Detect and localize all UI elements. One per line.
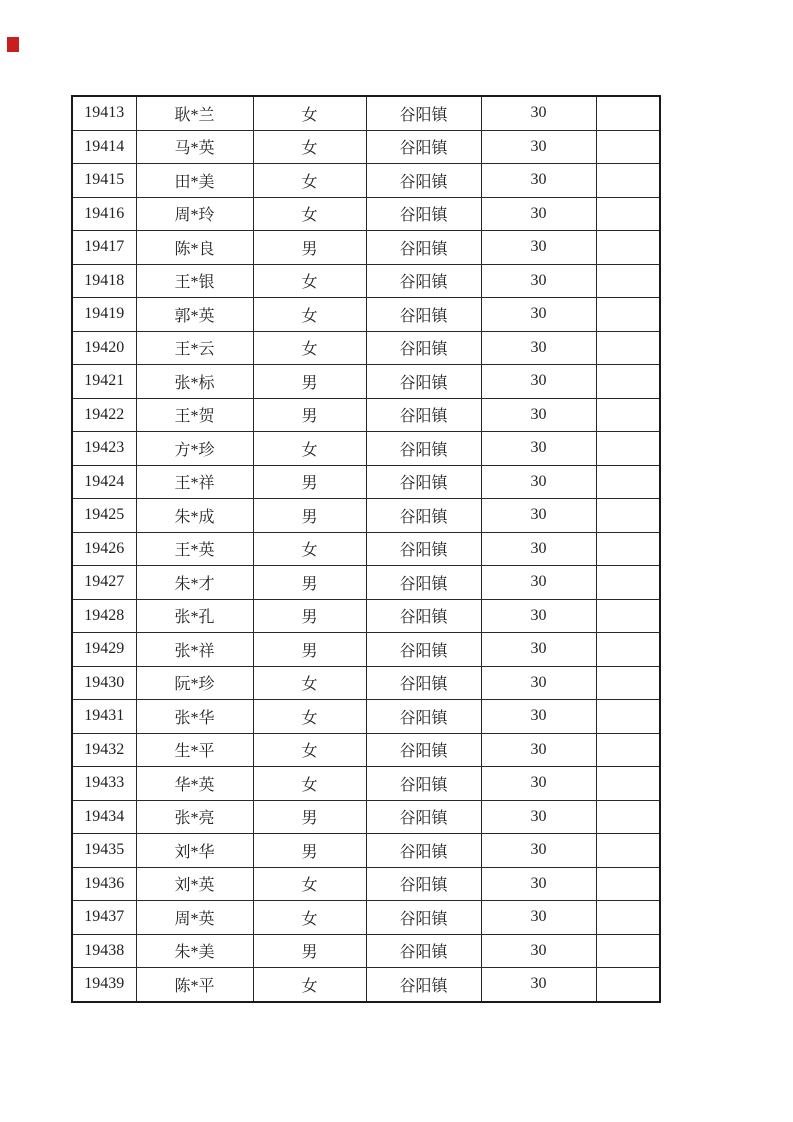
table-row bbox=[72, 197, 660, 231]
cell-blank bbox=[596, 733, 660, 767]
roster-table bbox=[71, 95, 661, 1003]
table-row bbox=[72, 164, 660, 198]
cell-id: 19415 bbox=[72, 164, 136, 198]
cell-count: 30 bbox=[481, 465, 596, 499]
cell-id: 19435 bbox=[72, 834, 136, 868]
cell-id: 19438 bbox=[72, 934, 136, 968]
cell-blank bbox=[596, 465, 660, 499]
table-row bbox=[72, 934, 660, 968]
table-row bbox=[72, 465, 660, 499]
cell-town: 谷阳镇 bbox=[366, 767, 481, 801]
cell-id: 19437 bbox=[72, 901, 136, 935]
cell-name: 耿*兰 bbox=[136, 96, 253, 130]
cell-town: 谷阳镇 bbox=[366, 465, 481, 499]
table-row bbox=[72, 566, 660, 600]
cell-blank bbox=[596, 666, 660, 700]
cell-town: 谷阳镇 bbox=[366, 934, 481, 968]
red-page-marker bbox=[7, 37, 19, 52]
cell-count: 30 bbox=[481, 197, 596, 231]
cell-gender: 男 bbox=[253, 599, 366, 633]
cell-blank bbox=[596, 566, 660, 600]
table-row bbox=[72, 432, 660, 466]
cell-name: 方*珍 bbox=[136, 432, 253, 466]
cell-blank bbox=[596, 633, 660, 667]
cell-count: 30 bbox=[481, 398, 596, 432]
cell-name: 朱*成 bbox=[136, 499, 253, 533]
cell-id: 19422 bbox=[72, 398, 136, 432]
cell-id: 19428 bbox=[72, 599, 136, 633]
table-row bbox=[72, 499, 660, 533]
table-row bbox=[72, 700, 660, 734]
table-row bbox=[72, 365, 660, 399]
cell-name: 王*英 bbox=[136, 532, 253, 566]
table-row bbox=[72, 331, 660, 365]
cell-blank bbox=[596, 365, 660, 399]
cell-name: 陈*平 bbox=[136, 968, 253, 1002]
cell-count: 30 bbox=[481, 599, 596, 633]
cell-gender: 男 bbox=[253, 398, 366, 432]
cell-gender: 男 bbox=[253, 800, 366, 834]
cell-gender: 男 bbox=[253, 934, 366, 968]
cell-gender: 女 bbox=[253, 197, 366, 231]
cell-name: 张*标 bbox=[136, 365, 253, 399]
cell-count: 30 bbox=[481, 365, 596, 399]
cell-id: 19420 bbox=[72, 331, 136, 365]
cell-town: 谷阳镇 bbox=[366, 130, 481, 164]
cell-name: 朱*美 bbox=[136, 934, 253, 968]
cell-town: 谷阳镇 bbox=[366, 968, 481, 1002]
cell-id: 19433 bbox=[72, 767, 136, 801]
cell-town: 谷阳镇 bbox=[366, 231, 481, 265]
cell-town: 谷阳镇 bbox=[366, 834, 481, 868]
cell-blank bbox=[596, 700, 660, 734]
cell-count: 30 bbox=[481, 733, 596, 767]
cell-blank bbox=[596, 164, 660, 198]
cell-count: 30 bbox=[481, 968, 596, 1002]
cell-gender: 男 bbox=[253, 231, 366, 265]
cell-gender: 男 bbox=[253, 633, 366, 667]
cell-name: 刘*英 bbox=[136, 867, 253, 901]
cell-gender: 女 bbox=[253, 767, 366, 801]
cell-gender: 女 bbox=[253, 298, 366, 332]
cell-name: 刘*华 bbox=[136, 834, 253, 868]
cell-name: 张*祥 bbox=[136, 633, 253, 667]
cell-id: 19424 bbox=[72, 465, 136, 499]
cell-id: 19434 bbox=[72, 800, 136, 834]
cell-gender: 女 bbox=[253, 96, 366, 130]
cell-gender: 男 bbox=[253, 834, 366, 868]
cell-blank bbox=[596, 532, 660, 566]
cell-town: 谷阳镇 bbox=[366, 800, 481, 834]
cell-id: 19427 bbox=[72, 566, 136, 600]
cell-count: 30 bbox=[481, 499, 596, 533]
table-row bbox=[72, 968, 660, 1002]
cell-id: 19417 bbox=[72, 231, 136, 265]
cell-id: 19439 bbox=[72, 968, 136, 1002]
cell-gender: 女 bbox=[253, 130, 366, 164]
cell-count: 30 bbox=[481, 331, 596, 365]
cell-id: 19416 bbox=[72, 197, 136, 231]
cell-town: 谷阳镇 bbox=[366, 666, 481, 700]
cell-town: 谷阳镇 bbox=[366, 264, 481, 298]
cell-town: 谷阳镇 bbox=[366, 566, 481, 600]
cell-name: 朱*才 bbox=[136, 566, 253, 600]
cell-name: 王*云 bbox=[136, 331, 253, 365]
cell-gender: 男 bbox=[253, 465, 366, 499]
cell-id: 19432 bbox=[72, 733, 136, 767]
cell-id: 19436 bbox=[72, 867, 136, 901]
table-row bbox=[72, 767, 660, 801]
cell-gender: 男 bbox=[253, 365, 366, 399]
cell-gender: 女 bbox=[253, 164, 366, 198]
cell-count: 30 bbox=[481, 130, 596, 164]
cell-town: 谷阳镇 bbox=[366, 633, 481, 667]
cell-name: 周*玲 bbox=[136, 197, 253, 231]
cell-blank bbox=[596, 834, 660, 868]
table-row bbox=[72, 800, 660, 834]
cell-name: 马*英 bbox=[136, 130, 253, 164]
cell-gender: 女 bbox=[253, 532, 366, 566]
cell-count: 30 bbox=[481, 164, 596, 198]
cell-town: 谷阳镇 bbox=[366, 901, 481, 935]
cell-gender: 女 bbox=[253, 432, 366, 466]
cell-id: 19423 bbox=[72, 432, 136, 466]
cell-blank bbox=[596, 130, 660, 164]
cell-count: 30 bbox=[481, 800, 596, 834]
cell-count: 30 bbox=[481, 633, 596, 667]
cell-name: 华*英 bbox=[136, 767, 253, 801]
cell-count: 30 bbox=[481, 96, 596, 130]
cell-blank bbox=[596, 767, 660, 801]
cell-town: 谷阳镇 bbox=[366, 331, 481, 365]
cell-name: 田*美 bbox=[136, 164, 253, 198]
cell-count: 30 bbox=[481, 834, 596, 868]
cell-id: 19430 bbox=[72, 666, 136, 700]
cell-id: 19418 bbox=[72, 264, 136, 298]
cell-town: 谷阳镇 bbox=[366, 164, 481, 198]
cell-town: 谷阳镇 bbox=[366, 599, 481, 633]
table-row bbox=[72, 532, 660, 566]
cell-count: 30 bbox=[481, 298, 596, 332]
cell-count: 30 bbox=[481, 264, 596, 298]
cell-blank bbox=[596, 331, 660, 365]
table-row bbox=[72, 231, 660, 265]
cell-blank bbox=[596, 599, 660, 633]
cell-gender: 女 bbox=[253, 666, 366, 700]
cell-blank bbox=[596, 901, 660, 935]
table-row bbox=[72, 298, 660, 332]
cell-blank bbox=[596, 96, 660, 130]
cell-id: 19419 bbox=[72, 298, 136, 332]
cell-count: 30 bbox=[481, 566, 596, 600]
cell-blank bbox=[596, 499, 660, 533]
table-row bbox=[72, 264, 660, 298]
cell-town: 谷阳镇 bbox=[366, 365, 481, 399]
cell-gender: 女 bbox=[253, 867, 366, 901]
cell-name: 王*银 bbox=[136, 264, 253, 298]
table-row bbox=[72, 901, 660, 935]
table-row bbox=[72, 666, 660, 700]
cell-town: 谷阳镇 bbox=[366, 298, 481, 332]
cell-blank bbox=[596, 934, 660, 968]
table-row bbox=[72, 733, 660, 767]
cell-blank bbox=[596, 264, 660, 298]
table-row bbox=[72, 398, 660, 432]
table-row bbox=[72, 867, 660, 901]
cell-name: 张*亮 bbox=[136, 800, 253, 834]
table-row bbox=[72, 633, 660, 667]
cell-count: 30 bbox=[481, 700, 596, 734]
cell-count: 30 bbox=[481, 901, 596, 935]
cell-blank bbox=[596, 867, 660, 901]
cell-name: 周*英 bbox=[136, 901, 253, 935]
cell-count: 30 bbox=[481, 767, 596, 801]
cell-gender: 女 bbox=[253, 901, 366, 935]
cell-gender: 女 bbox=[253, 733, 366, 767]
cell-gender: 女 bbox=[253, 331, 366, 365]
cell-name: 王*贺 bbox=[136, 398, 253, 432]
table-row bbox=[72, 834, 660, 868]
cell-count: 30 bbox=[481, 532, 596, 566]
cell-name: 张*孔 bbox=[136, 599, 253, 633]
cell-name: 陈*良 bbox=[136, 231, 253, 265]
cell-name: 郭*英 bbox=[136, 298, 253, 332]
cell-name: 张*华 bbox=[136, 700, 253, 734]
table-row bbox=[72, 96, 660, 130]
cell-id: 19431 bbox=[72, 700, 136, 734]
cell-gender: 女 bbox=[253, 700, 366, 734]
cell-count: 30 bbox=[481, 231, 596, 265]
cell-count: 30 bbox=[481, 867, 596, 901]
cell-name: 阮*珍 bbox=[136, 666, 253, 700]
cell-id: 19414 bbox=[72, 130, 136, 164]
cell-id: 19426 bbox=[72, 532, 136, 566]
cell-blank bbox=[596, 231, 660, 265]
cell-blank bbox=[596, 432, 660, 466]
cell-gender: 女 bbox=[253, 968, 366, 1002]
cell-town: 谷阳镇 bbox=[366, 96, 481, 130]
cell-town: 谷阳镇 bbox=[366, 867, 481, 901]
cell-name: 生*平 bbox=[136, 733, 253, 767]
cell-count: 30 bbox=[481, 432, 596, 466]
cell-id: 19421 bbox=[72, 365, 136, 399]
cell-name: 王*祥 bbox=[136, 465, 253, 499]
cell-town: 谷阳镇 bbox=[366, 398, 481, 432]
table-row bbox=[72, 599, 660, 633]
cell-count: 30 bbox=[481, 934, 596, 968]
cell-id: 19425 bbox=[72, 499, 136, 533]
cell-town: 谷阳镇 bbox=[366, 700, 481, 734]
cell-id: 19413 bbox=[72, 96, 136, 130]
cell-town: 谷阳镇 bbox=[366, 499, 481, 533]
table-row bbox=[72, 130, 660, 164]
cell-blank bbox=[596, 800, 660, 834]
cell-town: 谷阳镇 bbox=[366, 432, 481, 466]
cell-id: 19429 bbox=[72, 633, 136, 667]
cell-count: 30 bbox=[481, 666, 596, 700]
cell-town: 谷阳镇 bbox=[366, 532, 481, 566]
cell-gender: 男 bbox=[253, 499, 366, 533]
cell-blank bbox=[596, 398, 660, 432]
cell-blank bbox=[596, 197, 660, 231]
cell-town: 谷阳镇 bbox=[366, 733, 481, 767]
cell-blank bbox=[596, 298, 660, 332]
cell-gender: 男 bbox=[253, 566, 366, 600]
cell-gender: 女 bbox=[253, 264, 366, 298]
cell-blank bbox=[596, 968, 660, 1002]
cell-town: 谷阳镇 bbox=[366, 197, 481, 231]
roster-table-body bbox=[72, 96, 660, 1002]
